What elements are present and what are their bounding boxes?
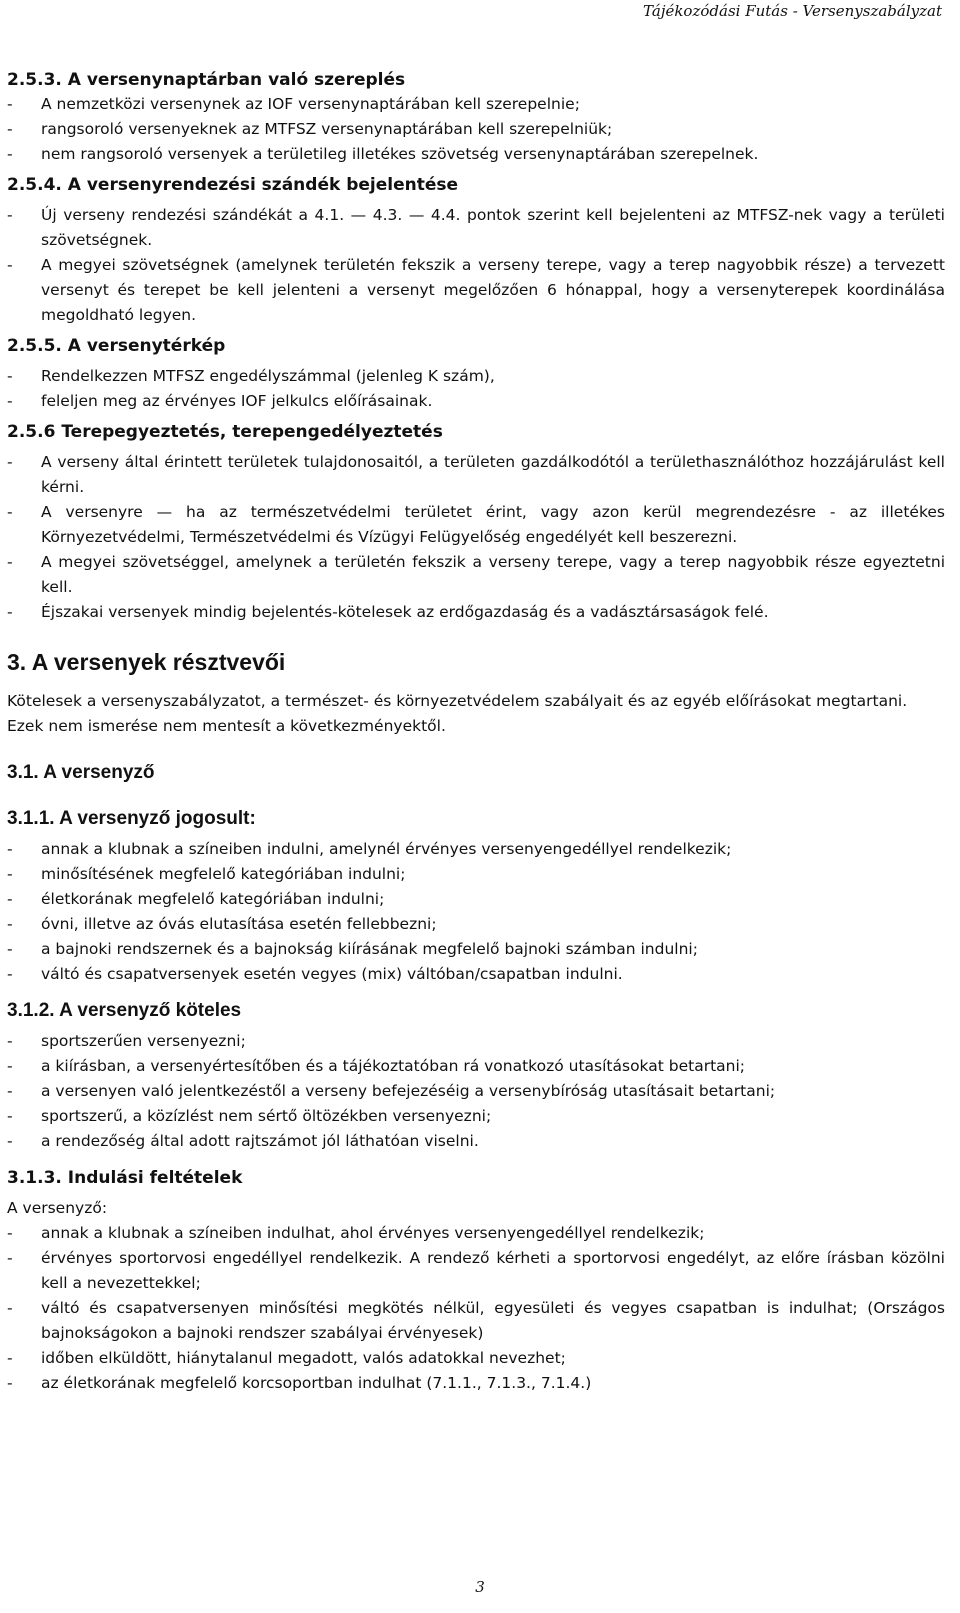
list-item: - a versenyen való jelentkezéstől a verseny befejezéséig a versenybíróság utasításait betartani; <box>7 1082 776 1100</box>
section-3-1-2-list <box>7 1029 945 1154</box>
section-2-5-4-list <box>7 203 945 328</box>
list-item: - Új verseny rendezési szándékát a 4.1. — 4.3. — 4.4. pontok szerint kell bejelenteni az MTFSZ-nek vagy a területi szövetségnek. <box>7 206 945 249</box>
list-item: - nem rangsoroló versenyek a területileg illetékes szövetség versenynaptárában szerepelnek. <box>7 145 759 163</box>
list-item: - sportszerűen versenyezni; <box>7 1032 246 1050</box>
list-item: - időben elküldött, hiánytalanul megadott, valós adatokkal nevezhet; <box>7 1349 566 1367</box>
section-3-paragraph: Kötelesek a versenyszabályzatot, a természet- és környezetvédelem szabályait és az egyéb előírásokat megtartani. Ezek nem ismerése nem mentesít a következményektől. <box>7 692 908 735</box>
section-3-1-3-list <box>7 1221 945 1396</box>
list-item: - A verseny által érintett területek tulajdonosaitól, a területen gazdálkodótól a területhasználóthoz hozzájárulást kell kérni. <box>7 453 945 496</box>
list-item: - annak a klubnak a színeiben indulni, amelynél érvényes versenyengedéllyel rendelkezik; <box>7 840 732 858</box>
section-3-1-1-heading: 3.1.1. A versenyző jogosult: <box>7 808 256 829</box>
section-2-5-6-heading: 2.5.6 Terepegyeztetés, terepengedélyeztetés <box>7 422 443 442</box>
document-body <box>7 68 945 1396</box>
list-item: - óvni, illetve az óvás elutasítása esetén fellebbezni; <box>7 915 437 933</box>
list-item: - váltó és csapatversenyen minősítési megkötés nélkül, egyesületi és vegyes csapatban is indulhat; (Országos bajnokságokon a bajnoki rendszer szabályai érvényesek) <box>7 1299 945 1342</box>
list-item: - minősítésének megfelelő kategóriában indulni; <box>7 865 406 883</box>
list-item: - A megyei szövetségnek (amelynek területén fekszik a verseny terepe, vagy a terep nagyobbik része) a tervezett versenyt és terepet be kell jelenteni a versenyt megelőzően 6 hónappal, hogy a versenyterepek koordinálása megoldható legyen. <box>7 256 945 324</box>
list-item: - A versenyre — ha az természetvédelmi területet érint, vagy azon kerül megrendezésre - az illetékes Környezetvédelmi, Természetvédelmi és Vízügyi Felügyelőség engedélyét kell beszerezni. <box>7 503 945 546</box>
list-item: - annak a klubnak a színeiben indulhat, ahol érvényes versenyengedéllyel rendelkezik; <box>7 1224 705 1242</box>
list-item: - a bajnoki rendszernek és a bajnokság kiírásának megfelelő bajnoki számban indulni; <box>7 940 698 958</box>
list-item: - a rendezőség által adott rajtszámot jól láthatóan viselni. <box>7 1132 479 1150</box>
section-2-5-6-list <box>7 450 945 625</box>
list-item: - rangsoroló versenyeknek az MTFSZ versenynaptárában kell szerepelniük; <box>7 120 613 138</box>
list-item: - sportszerű, a közízlést nem sértő öltözékben versenyezni; <box>7 1107 492 1125</box>
list-item: - A megyei szövetséggel, amelynek a területén fekszik a verseny terepe, vagy a terep nagyobbik része egyeztetni kell. <box>7 553 945 596</box>
list-item: - Rendelkezzen MTFSZ engedélyszámmal (jelenleg K szám), <box>7 367 495 385</box>
list-item: - életkorának megfelelő kategóriában indulni; <box>7 890 385 908</box>
list-item: - az életkorának megfelelő korcsoportban indulhat (7.1.1., 7.1.3., 7.1.4.) <box>7 1374 592 1392</box>
list-item: - Éjszakai versenyek mindig bejelentés-kötelesek az erdőgazdaság és a vadásztársaságok felé. <box>7 603 769 621</box>
section-3-heading: 3. A versenyek résztvevői <box>7 649 286 675</box>
list-item: - váltó és csapatversenyek esetén vegyes (mix) váltóban/csapatban indulni. <box>7 965 623 983</box>
section-2-5-5-heading: 2.5.5. A versenytérkép <box>7 336 226 356</box>
list-item: - A nemzetközi versenynek az IOF versenynaptárában kell szerepelnie; <box>7 95 580 113</box>
section-2-5-3-heading: 2.5.3. A versenynaptárban való szereplés <box>7 70 406 90</box>
section-2-5-3-list <box>7 92 945 167</box>
running-header: Tájékozódási Futás - Versenyszabályzat <box>643 2 942 20</box>
section-3-1-2-heading: 3.1.2. A versenyző köteles <box>7 1000 242 1021</box>
list-item: - feleljen meg az érvényes IOF jelkulcs előírásainak. <box>7 392 433 410</box>
section-2-5-5-list <box>7 364 945 414</box>
page-number: 3 <box>475 1578 485 1596</box>
list-item: - érvényes sportorvosi engedéllyel rendelkezik. A rendező kérheti a sportorvosi engedélyt, az előre írásban közölni kell a nevezettekkel; <box>7 1249 945 1292</box>
section-2-5-4-heading: 2.5.4. A versenyrendezési szándék bejelentése <box>7 175 459 195</box>
section-3-1-3-lead: A versenyző: <box>7 1199 108 1217</box>
section-3-1-3-heading: 3.1.3. Indulási feltételek <box>7 1168 243 1188</box>
section-3-1-heading: 3.1. A versenyző <box>7 762 155 783</box>
section-3-1-1-list <box>7 837 945 987</box>
list-item: - a kiírásban, a versenyértesítőben és a tájékoztatóban rá vonatkozó utasításokat betartani; <box>7 1057 746 1075</box>
